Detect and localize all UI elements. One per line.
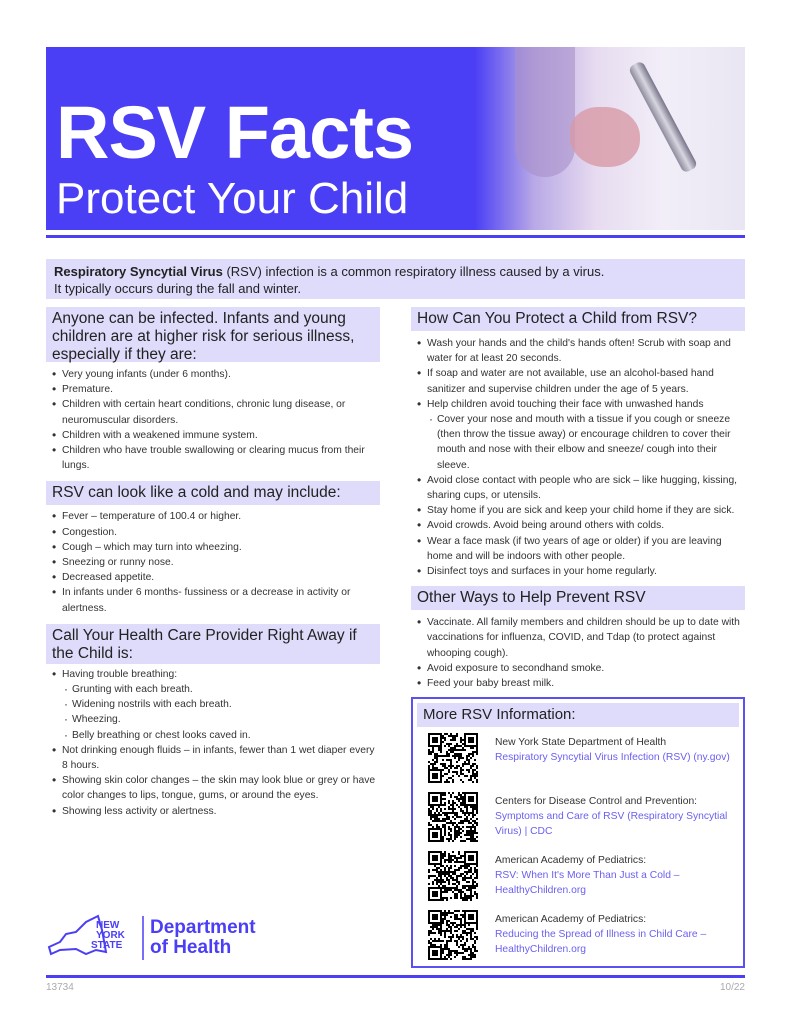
- footer-rule: [46, 975, 745, 978]
- resource-org: American Academy of Pediatrics:: [495, 914, 647, 925]
- list-item: • Wear a face mask (if two years of age or older) if you are leaving home and will be indoors with other people.: [411, 534, 745, 564]
- resource-link[interactable]: Respiratory Syncytial Virus Infection (RSV) (ny.gov): [495, 752, 730, 763]
- list-item: • Feed your baby breast milk.: [411, 676, 745, 691]
- list-item: • Congestion.: [46, 525, 380, 540]
- resource-item: [428, 792, 740, 842]
- intro-box: [46, 259, 745, 299]
- resource-org: American Academy of Pediatrics:: [495, 855, 647, 866]
- divider: [46, 235, 745, 238]
- logo-department: Department: [150, 917, 256, 938]
- other-list: [411, 615, 745, 691]
- svg-text:YORK: YORK: [96, 930, 125, 941]
- doc-code: 13734: [46, 982, 74, 993]
- symptoms-list: [46, 509, 380, 615]
- intro-text-2: It typically occurs during the fall and winter.: [54, 281, 302, 296]
- list-item: • Children with a weakened immune system.: [46, 428, 380, 443]
- list-item: • Showing less activity or alertness.: [46, 804, 380, 819]
- resource-item: [428, 733, 740, 783]
- risk-heading: Anyone can be infected. Infants and young children are at higher risk for serious illness, especially if they are:: [46, 307, 380, 362]
- list-item: • Cough – which may turn into wheezing.: [46, 540, 380, 555]
- list-item: • Help children avoid touching their face with unwashed hands: [411, 397, 745, 412]
- page-title: RSV Facts: [56, 91, 414, 174]
- list-item: • Having trouble breathing:: [46, 667, 380, 682]
- resource-org: Centers for Disease Control and Prevention:: [495, 796, 698, 807]
- list-item: • Avoid exposure to secondhand smoke.: [411, 661, 745, 676]
- list-item: • Vaccinate. All family members and children should be up to date with vaccinations for influenza, COVID, and Tdap (to protect against whooping cough).: [411, 615, 745, 661]
- list-item: · Wheezing.: [46, 712, 380, 727]
- list-item: • Wash your hands and the child's hands often! Scrub with soap and water for at least 20 seconds.: [411, 336, 745, 366]
- list-item: • Sneezing or runny nose.: [46, 555, 380, 570]
- qr-code-icon[interactable]: [428, 733, 478, 783]
- call-list: [46, 667, 380, 819]
- svg-text:NEW: NEW: [96, 920, 120, 931]
- resource-org: New York State Department of Health: [495, 737, 667, 748]
- list-item: • Children who have trouble swallowing or clearing mucus from their lungs.: [46, 443, 380, 473]
- list-item: • Not drinking enough fluids – in infants, fewer than 1 wet diaper every 8 hours.: [46, 743, 380, 773]
- list-item: • If soap and water are not available, use an alcohol-based hand sanitizer and supervise children under the age of 5 years.: [411, 366, 745, 396]
- list-item: • Avoid crowds. Avoid being around others with colds.: [411, 518, 745, 533]
- list-item: · Grunting with each breath.: [46, 682, 380, 697]
- more-info-box: [411, 697, 745, 968]
- resource-item: [428, 910, 740, 960]
- list-item: • Stay home if you are sick and keep your child home if they are sick.: [411, 503, 745, 518]
- list-item: • Children with certain heart conditions, chronic lung disease, or neuromuscular disorders.: [46, 397, 380, 427]
- resource-item: [428, 851, 740, 901]
- list-item: · Widening nostrils with each breath.: [46, 697, 380, 712]
- qr-code-icon[interactable]: [428, 851, 478, 901]
- nys-doh-logo: [46, 912, 266, 967]
- qr-code-icon[interactable]: [428, 792, 478, 842]
- list-item: • Very young infants (under 6 months).: [46, 367, 380, 382]
- call-heading: Call Your Health Care Provider Right Away if the Child is:: [46, 624, 380, 664]
- doc-date: 10/22: [719, 982, 745, 993]
- list-item: • Decreased appetite.: [46, 570, 380, 585]
- list-item: • In infants under 6 months- fussiness or a decrease in activity or alertness.: [46, 585, 380, 615]
- svg-text:STATE: STATE: [91, 940, 123, 951]
- risk-list: [46, 367, 380, 473]
- logo-of-health: of Health: [150, 937, 232, 958]
- protect-heading: How Can You Protect a Child from RSV?: [411, 307, 745, 331]
- resource-link[interactable]: Symptoms and Care of RSV (Respiratory Syncytial Virus) | CDC: [495, 811, 728, 837]
- resource-link[interactable]: Reducing the Spread of Illness in Child Care – HealthyChildren.org: [495, 929, 707, 955]
- intro-text: (RSV) infection is a common respiratory illness caused by a virus.: [222, 264, 605, 279]
- symptoms-heading: RSV can look like a cold and may include:: [46, 481, 380, 505]
- intro-bold: Respiratory Syncytial Virus: [54, 264, 223, 279]
- list-item: • Avoid close contact with people who are sick – like hugging, kissing, sharing cups, or utensils.: [411, 473, 745, 503]
- resource-link[interactable]: RSV: When It's More Than Just a Cold – HealthyChildren.org: [495, 870, 680, 896]
- qr-code-icon[interactable]: [428, 910, 478, 960]
- list-item: • Premature.: [46, 382, 380, 397]
- list-item: · Cover your nose and mouth with a tissue if you cough or sneeze (then throw the tissue away) or encourage children to cover their mouth and nose with their elbow and sneeze/ cough into their sleeve.: [411, 412, 745, 473]
- list-item: · Belly breathing or chest looks caved in.: [46, 728, 380, 743]
- left-column: [46, 307, 380, 819]
- other-heading: Other Ways to Help Prevent RSV: [411, 586, 745, 610]
- page-subtitle: Protect Your Child: [56, 174, 409, 223]
- list-item: • Disinfect toys and surfaces in your home regularly.: [411, 564, 745, 579]
- more-info-heading: More RSV Information:: [417, 703, 739, 727]
- right-column: [411, 307, 745, 691]
- handwashing-photo: [475, 47, 745, 230]
- list-item: • Showing skin color changes – the skin may look blue or grey or have color changes to lips, tongue, gums, or around the eyes.: [46, 773, 380, 803]
- list-item: • Fever – temperature of 100.4 or higher.: [46, 509, 380, 524]
- protect-list: [411, 336, 745, 579]
